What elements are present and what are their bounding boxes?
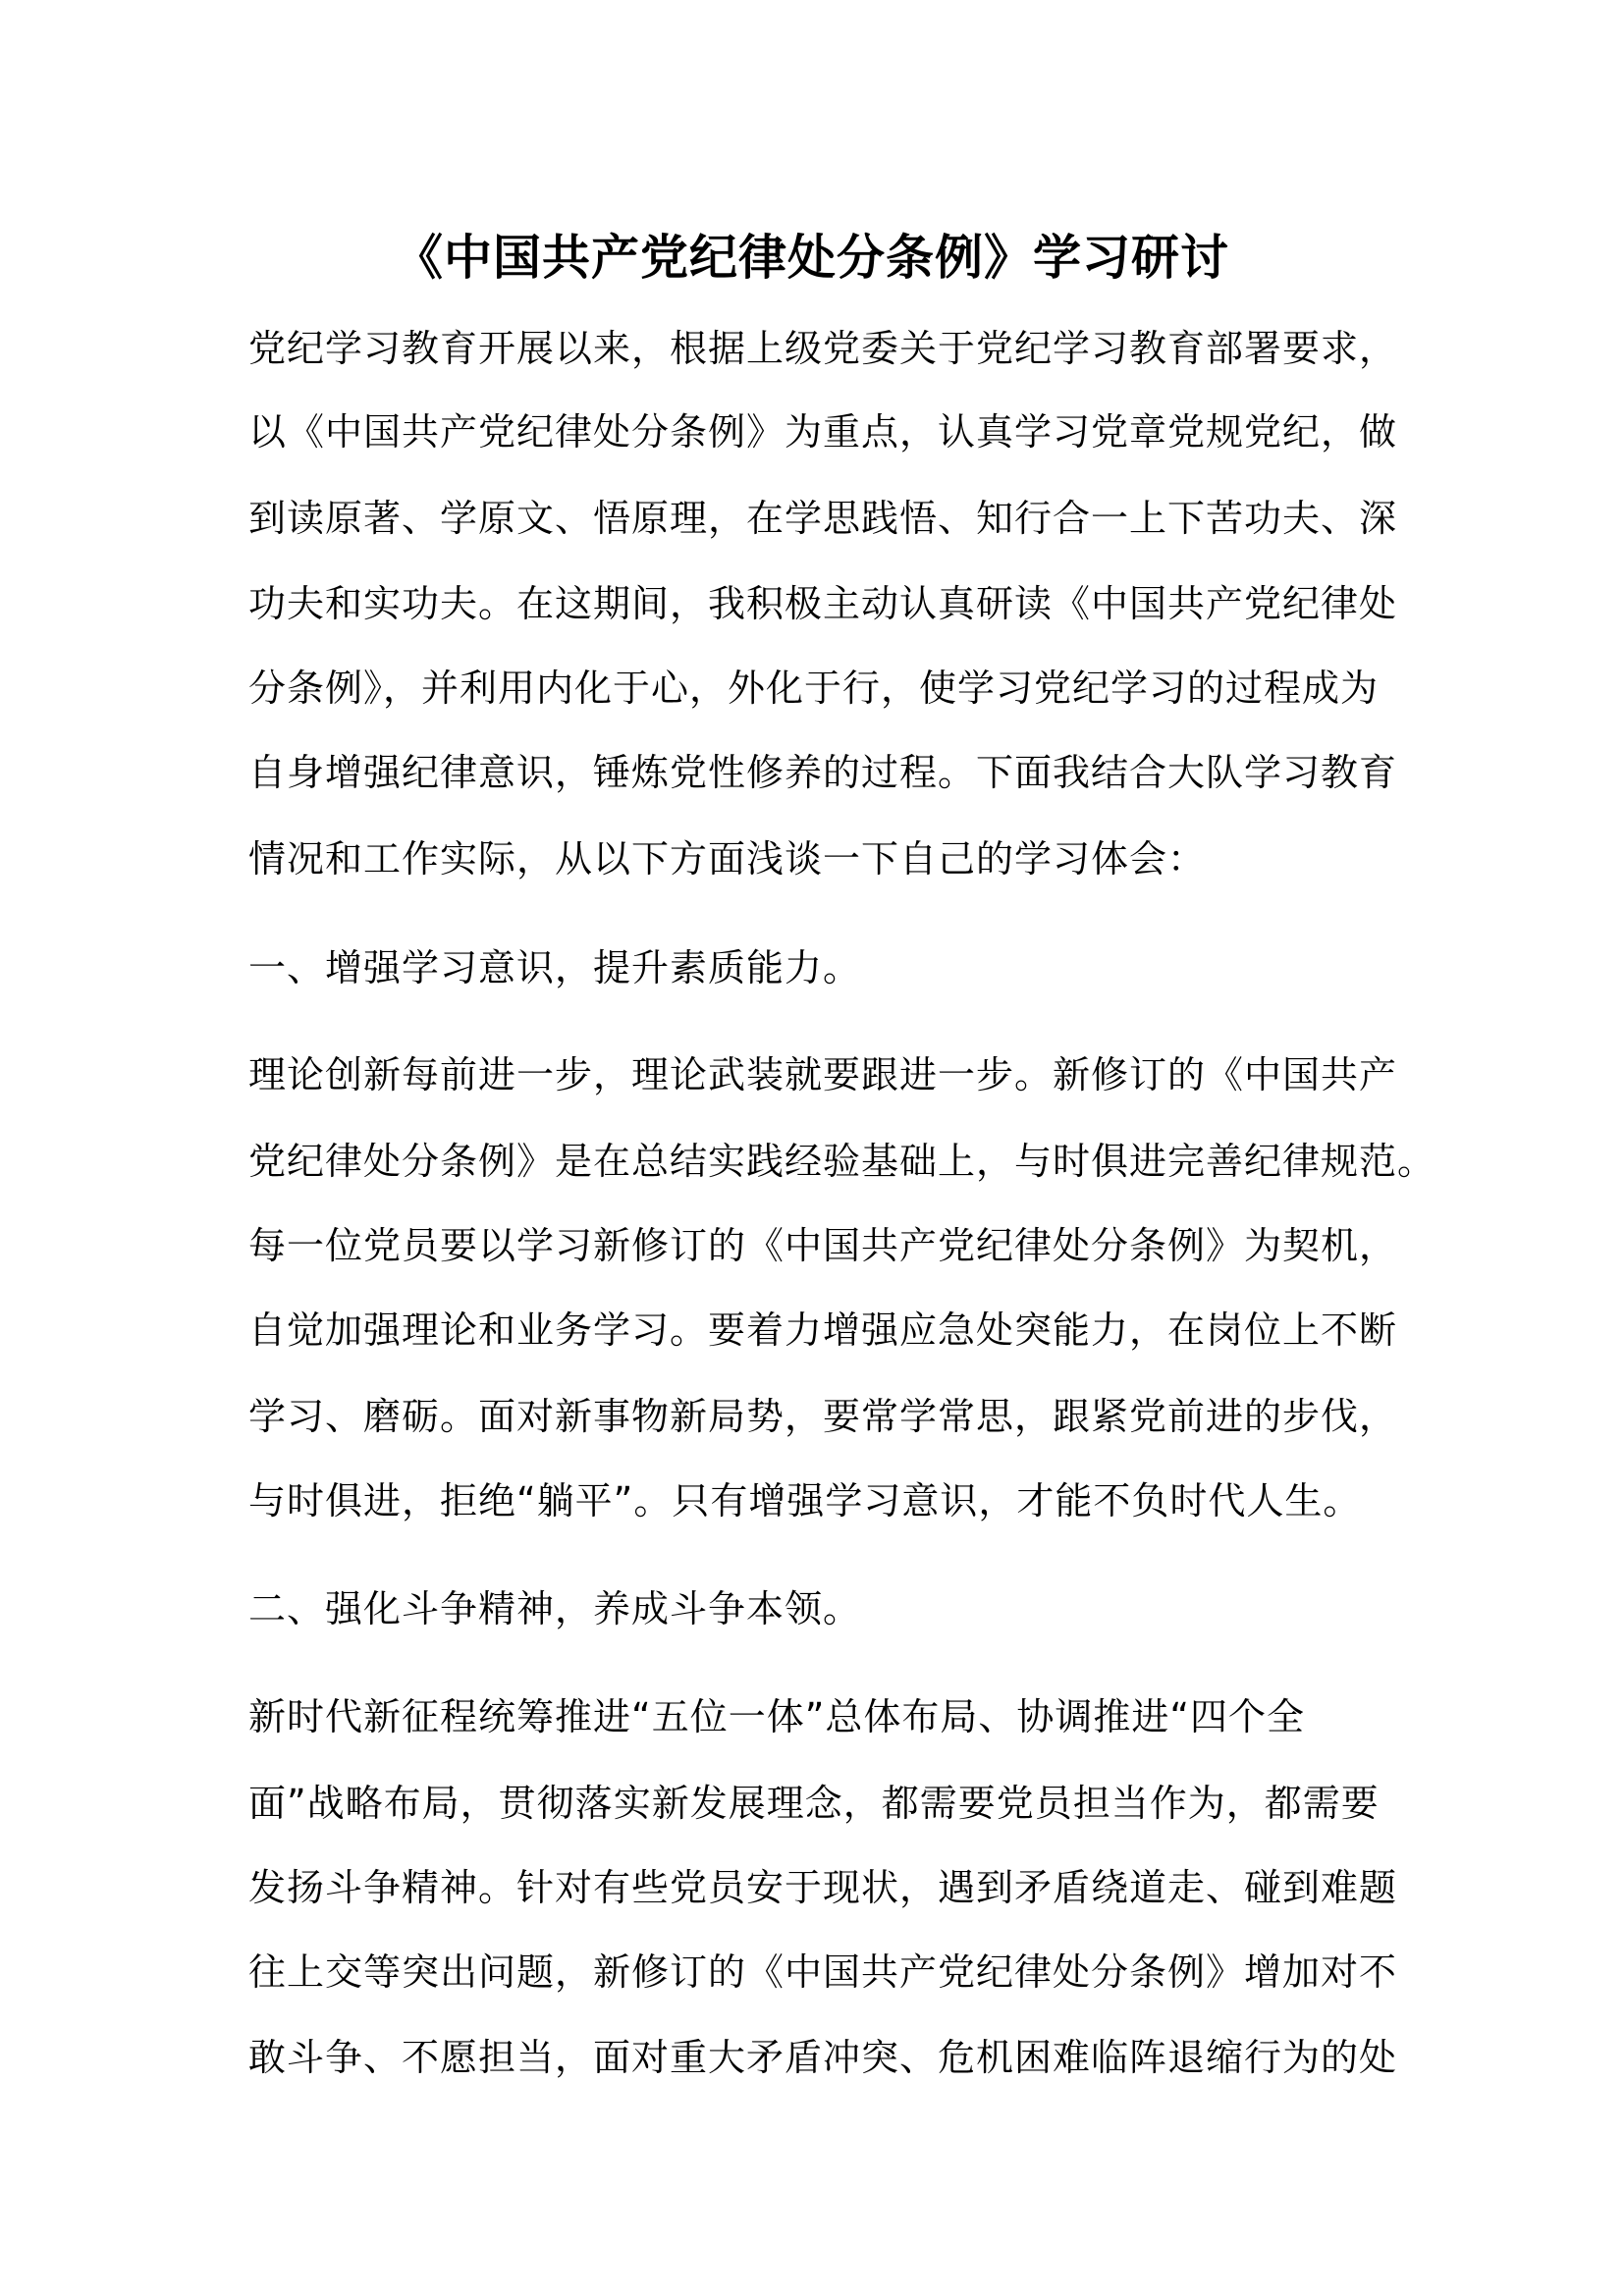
section-heading: 一、增强学习意识，提升素质能力。 xyxy=(248,946,862,989)
body-line: 以《中国共产党纪律处分条例》为重点，认真学习党章党规党纪，做 xyxy=(248,410,1398,454)
body-line: 功夫和实功夫。在这期间，我积极主动认真研读《中国共产党纪律处 xyxy=(248,582,1398,625)
body-line: 往上交等突出问题，新修订的《中国共产党纪律处分条例》增加对不 xyxy=(248,1950,1398,1994)
document-title: 《中国共产党纪律处分条例》学习研讨 xyxy=(394,230,1229,286)
body-line: 党纪律处分条例》是在总结实践经验基础上，与时俱进完善纪律规范。 xyxy=(248,1140,1436,1183)
section-heading: 二、强化斗争精神，养成斗争本领。 xyxy=(248,1587,862,1630)
body-line: 与时俱进，拒绝“躺平”。只有增强学习意识，才能不负时代人生。 xyxy=(248,1479,1362,1522)
body-line: 理论创新每前进一步，理论武装就要跟进一步。新修订的《中国共产 xyxy=(248,1053,1398,1096)
body-line: 分条例》，并利用内化于心，外化于行，使学习党纪学习的过程成为 xyxy=(248,667,1380,710)
body-line: 情况和工作实际，从以下方面浅谈一下自己的学习体会： xyxy=(248,837,1207,881)
body-line: 面”战略布局，贯彻落实新发展理念，都需要党员担当作为，都需要 xyxy=(248,1782,1380,1825)
body-line: 党纪学习教育开展以来，根据上级党委关于党纪学习教育部署要求， xyxy=(248,327,1398,370)
body-line: 每一位党员要以学习新修订的《中国共产党纪律处分条例》为契机， xyxy=(248,1224,1398,1267)
body-line: 到读原著、学原文、悟原理，在学思践悟、知行合一上下苦功夫、深 xyxy=(248,497,1398,540)
body-line: 自身增强纪律意识，锤炼党性修养的过程。下面我结合大队学习教育 xyxy=(248,751,1398,794)
body-line: 敢斗争、不愿担当，面对重大矛盾冲突、危机困难临阵退缩行为的处 xyxy=(248,2036,1398,2079)
body-line: 学习、磨砺。面对新事物新局势，要常学常思，跟紧党前进的步伐， xyxy=(248,1395,1398,1438)
body-line: 自觉加强理论和业务学习。要着力增强应急处突能力，在岗位上不断 xyxy=(248,1308,1398,1352)
body-line: 新时代新征程统筹推进“五位一体”总体布局、协调推进“四个全 xyxy=(248,1695,1306,1738)
body-line: 发扬斗争精神。针对有些党员安于现状，遇到矛盾绕道走、碰到难题 xyxy=(248,1866,1398,1909)
